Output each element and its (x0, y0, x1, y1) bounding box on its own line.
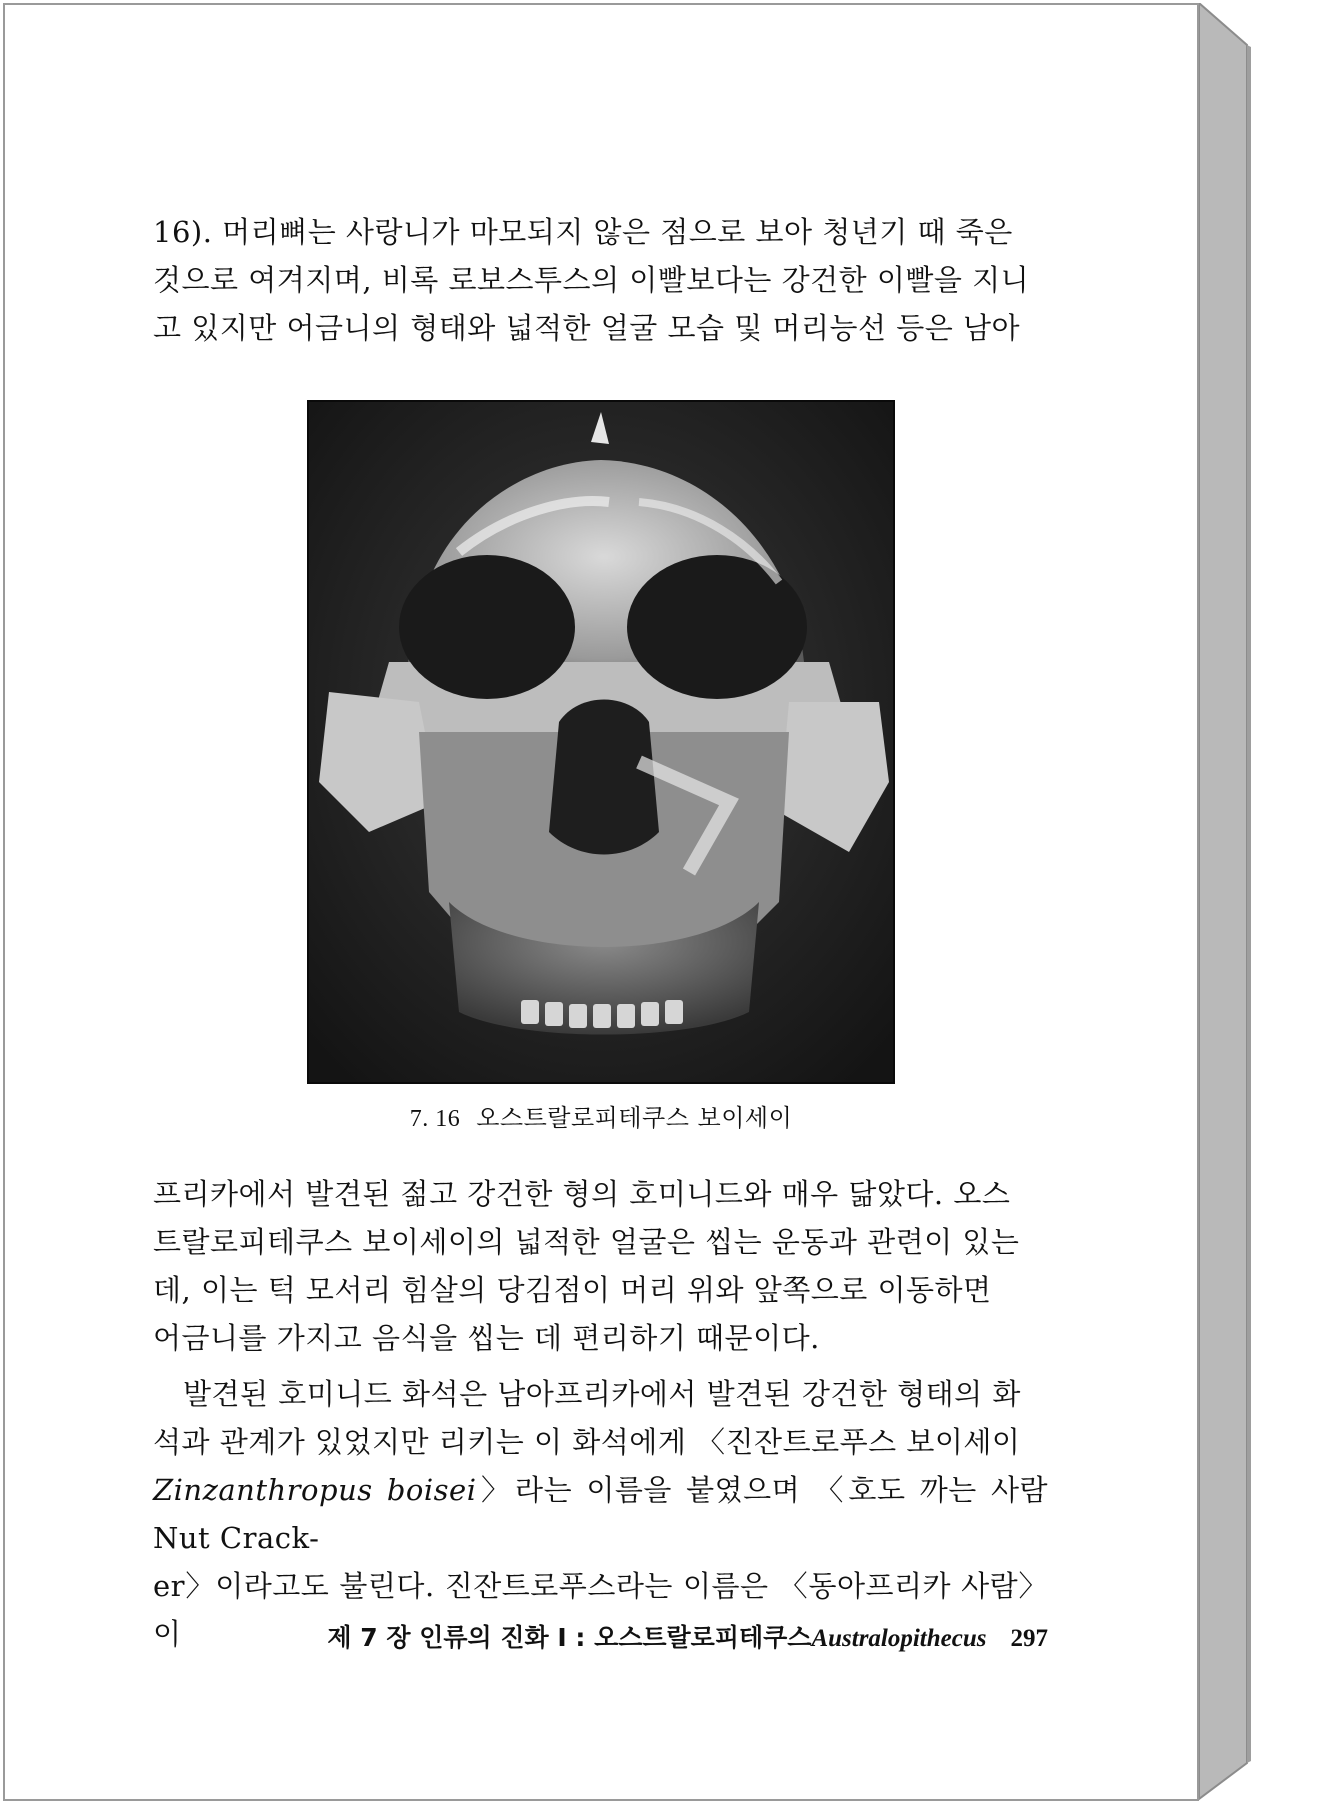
text-run: 〉라는 이름을 붙였으며 〈호도 까는 사람Nut Crack- (153, 1473, 1048, 1555)
text-line: 데, 이는 턱 모서리 힘살의 당김점이 머리 위와 앞쪽으로 이동하면 (153, 1273, 992, 1307)
text-line (153, 1466, 1048, 1562)
text-line: 것으로 여겨지며, 비록 로보스투스의 이빨보다는 강건한 이빨을 지니 (153, 263, 1030, 297)
figure-photo (307, 400, 895, 1084)
body-paragraph (153, 1370, 1048, 1658)
running-footer (153, 1618, 1048, 1654)
text-line: 발견된 호미니드 화석은 남아프리카에서 발견된 강건한 형태의 화 (183, 1377, 1021, 1411)
text-line: 석과 관계가 있었지만 리키는 이 화석에게 〈진잔트로푸스 보이세이 (153, 1425, 1021, 1459)
skull-photo-icon (309, 402, 893, 1082)
body-paragraph (153, 1170, 1048, 1362)
text-line: er〉이라고도 불린다. 진잔트로푸스라는 이름은 〈동아프리카 사람〉이 (153, 1569, 1048, 1651)
page-number: 297 (1010, 1625, 1048, 1652)
top-paragraph (153, 208, 1048, 352)
chapter-title: 제 7 장 인류의 진화 Ⅰ : 오스트랄로피테쿠스 (327, 1623, 812, 1652)
text-line: 프리카에서 발견된 젊고 강건한 형의 호미니드와 매우 닮았다. 오스 (153, 1177, 1011, 1211)
latin-name: Zinzanthropus boisei (153, 1473, 477, 1507)
chapter-latin: Australopithecus (811, 1625, 987, 1652)
figure-caption (307, 1098, 895, 1133)
figure-caption-text: 오스트랄로피테쿠스 보이세이 (476, 1104, 793, 1132)
text-line: 어금니를 가지고 음식을 씹는 데 편리하기 때문이다. (153, 1321, 820, 1355)
text-line: 16). 머리뼈는 사랑니가 마모되지 않은 점으로 보아 청년기 때 죽은 (153, 215, 1013, 249)
figure-number: 7. 16 (409, 1106, 461, 1132)
text-line: 트랄로피테쿠스 보이세이의 넓적한 얼굴은 씹는 운동과 관련이 있는 (153, 1225, 1020, 1259)
book-spine (1199, 3, 1271, 1801)
text-line: 고 있지만 어금니의 형태와 넓적한 얼굴 모습 및 머리능선 등은 남아 (153, 311, 1021, 345)
